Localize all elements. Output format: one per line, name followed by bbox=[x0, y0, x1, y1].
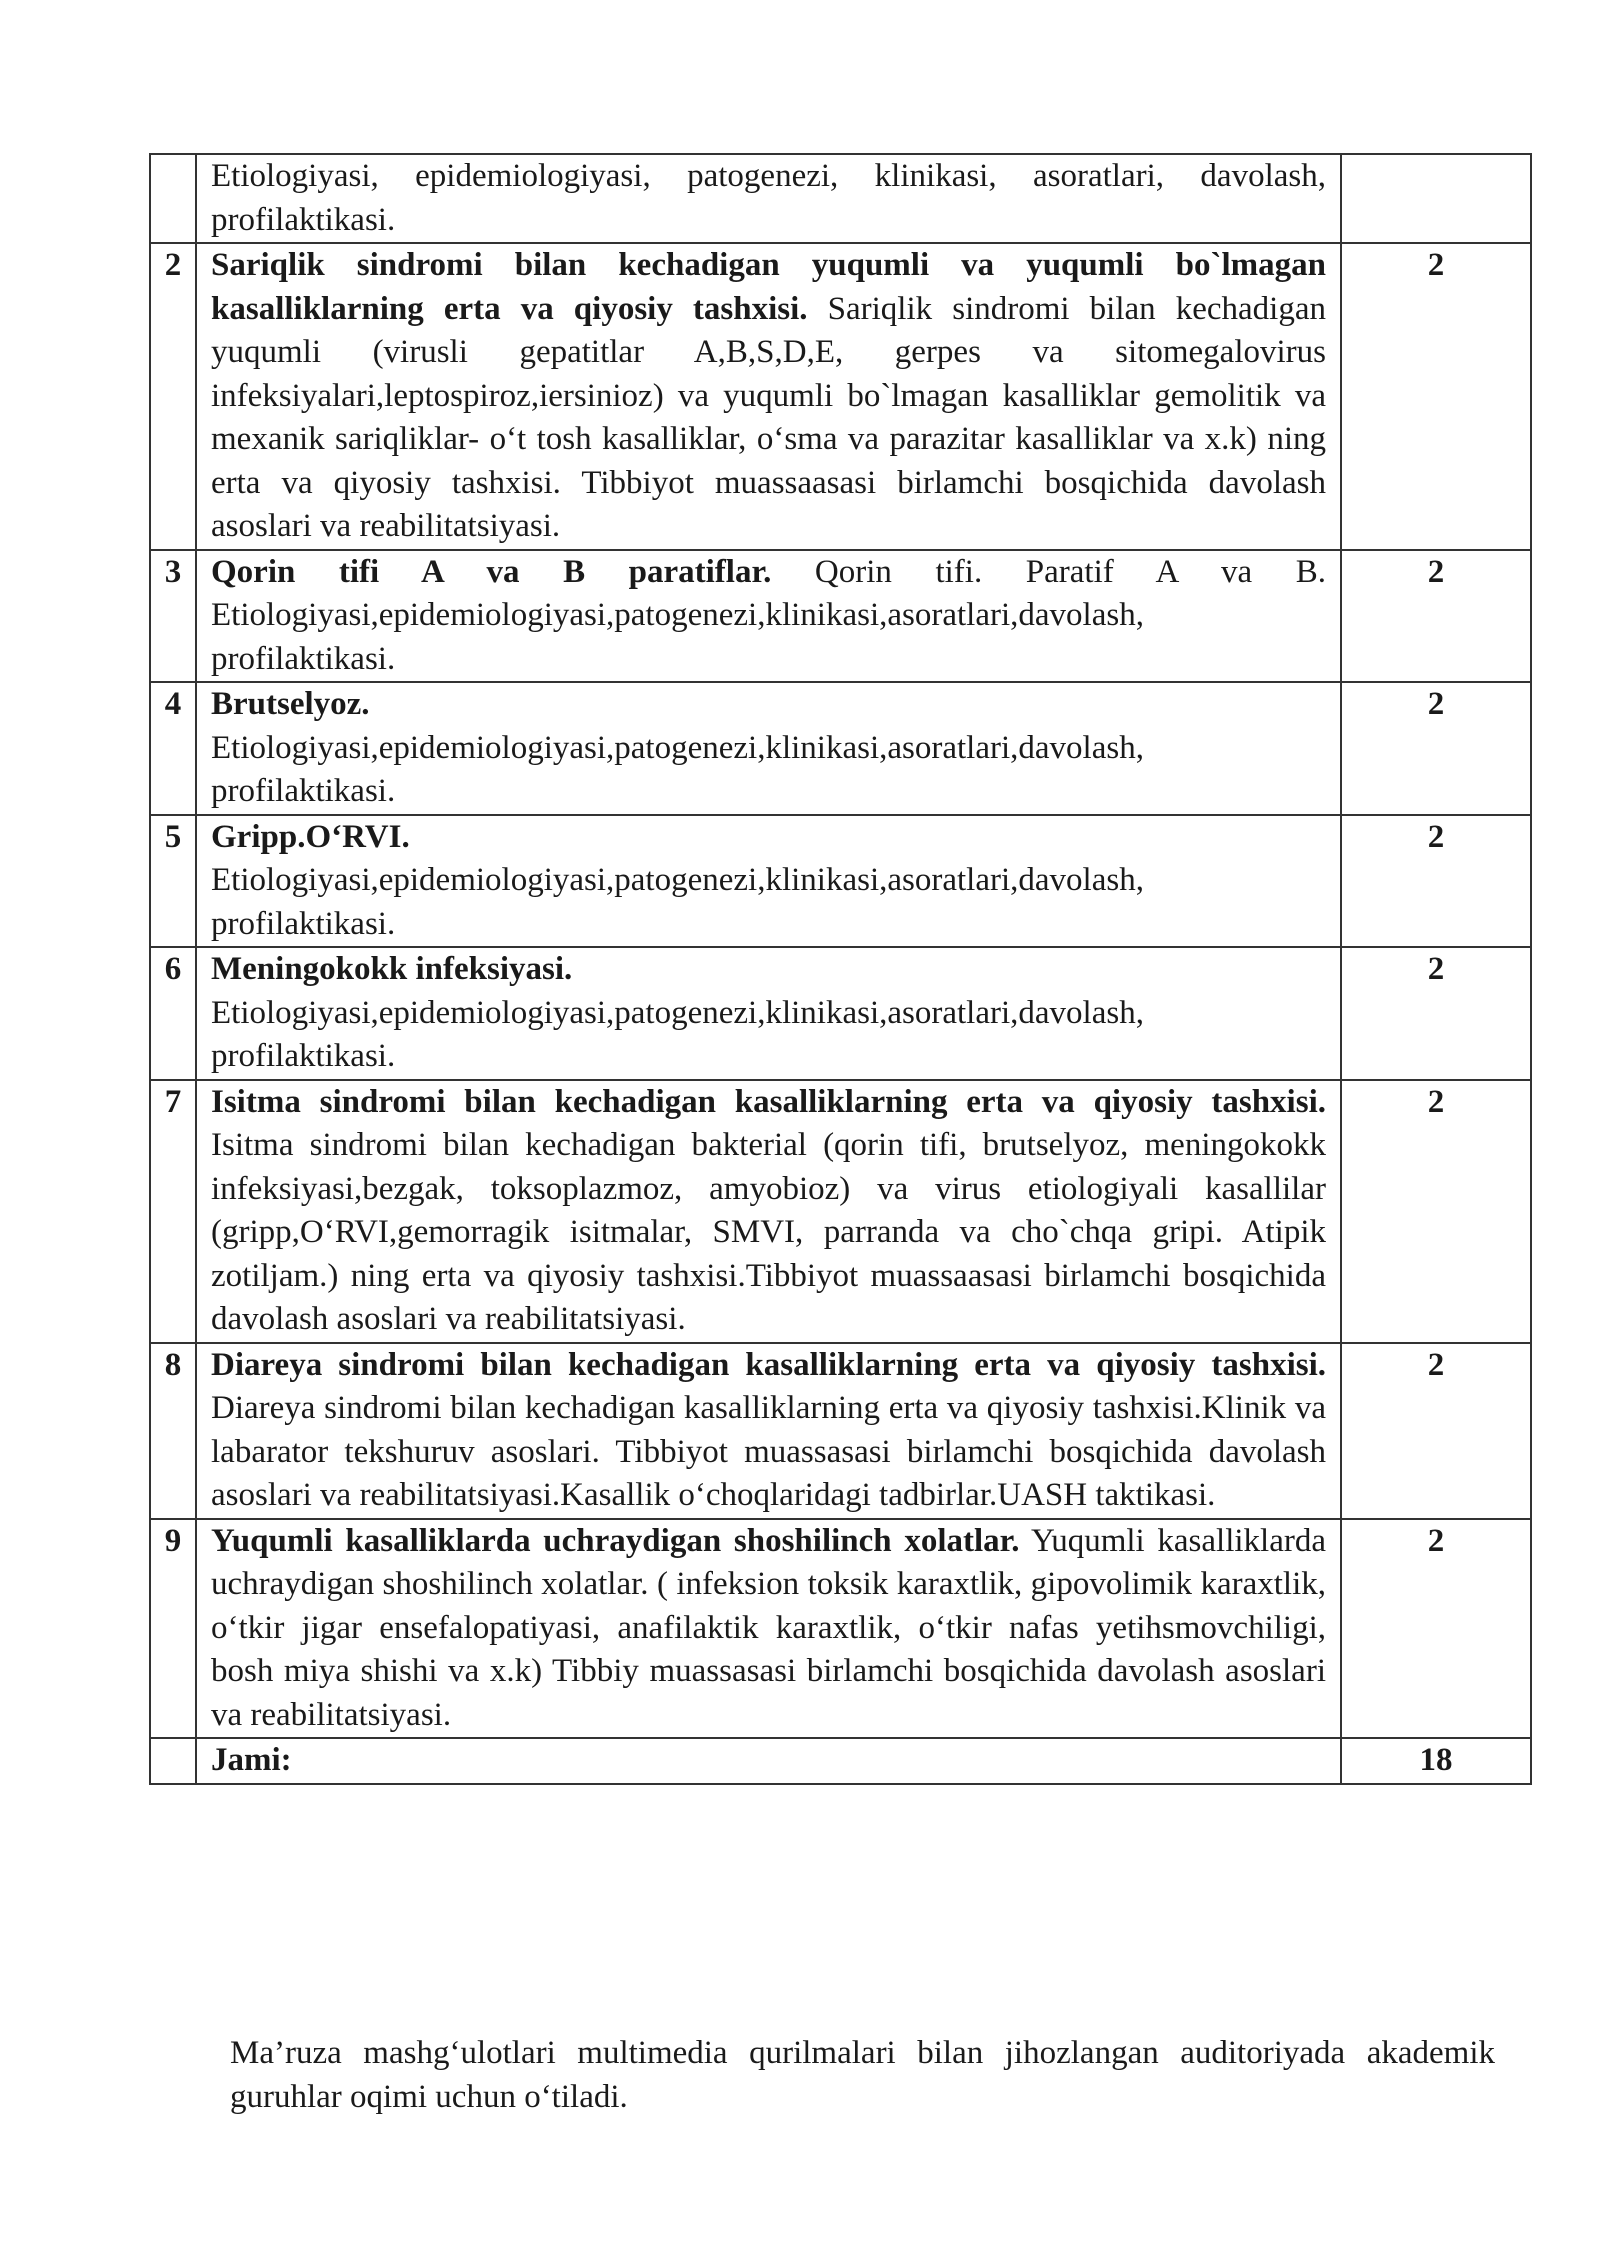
topic-title: Qorin tifi A va B paratiflar. bbox=[211, 553, 772, 590]
topic-body: Qorin tifi. Paratif A va B. Etiologiyasi,epidemiologiyasi,patogenezi,klinikasi,asoratlari,davolash, profilaktikasi. bbox=[211, 553, 1326, 677]
topic-title: Isitma sindromi bilan kechadigan kasalliklarning erta va qiyosiy tashxisi. bbox=[211, 1083, 1326, 1120]
row-number bbox=[150, 154, 196, 243]
table-row bbox=[150, 243, 1531, 550]
topic-body: Etiologiyasi,epidemiologiyasi,patogenezi,klinikasi,asoratlari,davolash, profilaktikasi. bbox=[211, 729, 1144, 809]
row-number: 6 bbox=[150, 947, 196, 1080]
total-row bbox=[150, 1738, 1531, 1784]
topic-cell bbox=[196, 1343, 1341, 1519]
row-number: 8 bbox=[150, 1343, 196, 1519]
table-row bbox=[150, 154, 1531, 243]
topic-cell bbox=[196, 243, 1341, 550]
hours-cell: 2 bbox=[1341, 243, 1531, 550]
table-row bbox=[150, 1519, 1531, 1739]
hours-cell bbox=[1341, 154, 1531, 243]
table-row bbox=[150, 947, 1531, 1080]
row-number: 7 bbox=[150, 1080, 196, 1343]
topic-body: Etiologiyasi,epidemiologiyasi,patogenezi,klinikasi,asoratlari,davolash, profilaktikasi. bbox=[211, 862, 1144, 942]
hours-cell: 2 bbox=[1341, 815, 1531, 948]
table-row bbox=[150, 550, 1531, 683]
table-row bbox=[150, 815, 1531, 948]
hours-cell: 2 bbox=[1341, 550, 1531, 683]
topic-title: Diareya sindromi bilan kechadigan kasalliklarning erta va qiyosiy tashxisi. bbox=[211, 1346, 1326, 1383]
topic-body: Yuqumli kasalliklarda uchraydigan shoshilinch xolatlar. ( infeksion toksik karaxtlik, gipovolimik karaxtlik, o‘tkir jigar ensefalopatiyasi, anafilaktik karaxtlik, o‘tkir nafas yetihsmovchiligi, bosh miya shishi va x.k) Tibbiy muassasasi birlamchi bosqichida davolash asoslari va reabilitatsiyasi. bbox=[211, 1522, 1326, 1733]
topic-cell bbox=[196, 682, 1341, 815]
row-number: 5 bbox=[150, 815, 196, 948]
row-number: 3 bbox=[150, 550, 196, 683]
topic-body: Etiologiyasi,epidemiologiyasi,patogenezi,klinikasi,asoratlari,davolash, profilaktikasi. bbox=[211, 994, 1144, 1074]
table-row bbox=[150, 682, 1531, 815]
hours-cell: 2 bbox=[1341, 682, 1531, 815]
table-row bbox=[150, 1343, 1531, 1519]
topic-title: Gripp.O‘RVI. bbox=[211, 818, 410, 855]
topic-body: Etiologiyasi, epidemiologiyasi, patogenezi, klinikasi, asoratlari, davolash, profilaktikasi. bbox=[211, 158, 1326, 238]
row-number: 4 bbox=[150, 682, 196, 815]
footer-paragraph: Ma’ruza mashg‘ulotlari multimedia qurilmalari bilan jihozlangan auditoriyada akademik guruhlar oqimi uchun o‘tiladi. bbox=[230, 2035, 1495, 2115]
topic-body: Sariqlik sindromi bilan kechadigan yuqumli (virusli gepatitlar A,B,S,D,E, gerpes va sitomegalovirus infeksiyalari,leptospiroz,iersinioz) va yuqumli bo`lmagan kasalliklar gemolitik va mexanik sariqliklar- o‘t tosh kasalliklar, o‘sma va parazitar kasalliklar va x.k) ning erta va qiyosiy tashxisi. Tibbiyot muassaasasi birlamchi bosqichida davolash asoslari va reabilitatsiyasi. bbox=[211, 290, 1326, 544]
topic-cell bbox=[196, 1519, 1341, 1739]
lecture-topics-table bbox=[149, 153, 1532, 1785]
topic-title: Meningokokk infeksiyasi. bbox=[211, 951, 573, 987]
total-hours: 18 bbox=[1341, 1738, 1531, 1784]
table-row bbox=[150, 1080, 1531, 1343]
topic-body: Isitma sindromi bilan kechadigan bakterial (qorin tifi, brutselyoz, meningokokk infeksiyasi,bezgak, toksoplazmoz, amyobioz) va virus etiologiyali kasallilar (gripp,O‘RVI,gemorragik isitmalar, SMVI, parranda va cho`chqa gripi. Atipik zotiljam.) ning erta va qiyosiy tashxisi.Tibbiyot muassaasasi birlamchi bosqichida davolash asoslari va reabilitatsiyasi. bbox=[211, 1127, 1326, 1337]
topic-cell bbox=[196, 1080, 1341, 1343]
topic-body: Diareya sindromi bilan kechadigan kasalliklarning erta va qiyosiy tashxisi.Klinik va labarator tekshuruv asoslari. Tibbiyot muassasasi birlamchi bosqichida davolash asoslari va reabilitatsiyasi.Kasallik o‘choqlaridagi tadbirlar.UASH taktikasi. bbox=[211, 1390, 1326, 1513]
topic-cell bbox=[196, 154, 1341, 243]
hours-cell: 2 bbox=[1341, 1080, 1531, 1343]
topic-cell bbox=[196, 815, 1341, 948]
topic-title: Yuqumli kasalliklarda uchraydigan shoshilinch xolatlar. bbox=[211, 1522, 1020, 1559]
total-number-cell bbox=[150, 1738, 196, 1784]
topic-title: Brutselyoz. bbox=[211, 686, 370, 722]
hours-cell: 2 bbox=[1341, 947, 1531, 1080]
topic-cell bbox=[196, 947, 1341, 1080]
row-number: 2 bbox=[150, 243, 196, 550]
hours-cell: 2 bbox=[1341, 1343, 1531, 1519]
row-number: 9 bbox=[150, 1519, 196, 1739]
hours-cell: 2 bbox=[1341, 1519, 1531, 1739]
total-label: Jami: bbox=[196, 1738, 1341, 1784]
topic-title: Sariqlik sindromi bilan kechadigan yuqumli va yuqumli bo`lmagan kasalliklarning erta va qiyosiy tashxisi. bbox=[211, 247, 1326, 327]
topic-cell bbox=[196, 550, 1341, 683]
